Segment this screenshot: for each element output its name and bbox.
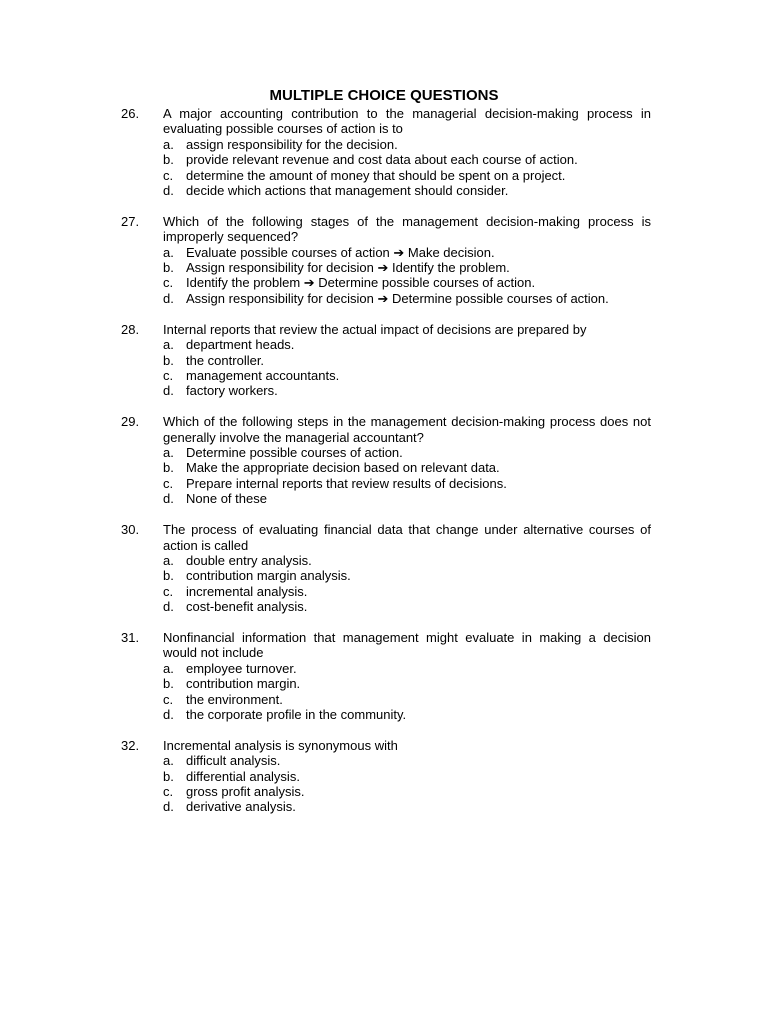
answer-option-c xyxy=(0,368,768,383)
answer-option-b xyxy=(0,460,768,475)
option-text: assign responsibility for the decision. xyxy=(186,136,398,152)
option-letter: b. xyxy=(163,768,174,784)
option-letter: a. xyxy=(163,552,174,568)
option-text: the controller. xyxy=(186,352,265,368)
answer-option-a xyxy=(0,245,768,260)
option-text: difficult analysis. xyxy=(186,753,281,769)
answer-option-a xyxy=(0,137,768,152)
page-title: MULTIPLE CHOICE QUESTIONS xyxy=(269,87,499,104)
answer-option-c xyxy=(0,692,768,707)
option-letter: b. xyxy=(163,352,174,368)
option-text: department heads. xyxy=(186,337,295,353)
answer-option-d xyxy=(0,491,768,506)
option-letter: d. xyxy=(163,491,174,507)
question-32 xyxy=(0,738,768,815)
question-stem: The process of evaluating financial data that change under alternative courses of action is called xyxy=(163,522,651,553)
option-letter: c. xyxy=(163,275,174,291)
option-text: Identify the problem ➔ Determine possible courses of action. xyxy=(186,275,536,291)
option-letter: b. xyxy=(163,260,174,276)
option-text: Assign responsibility for decision ➔ Identify the problem. xyxy=(186,260,510,276)
answer-option-c xyxy=(0,476,768,491)
option-text: incremental analysis. xyxy=(186,583,308,599)
answer-option-b xyxy=(0,769,768,784)
option-letter: a. xyxy=(163,753,174,769)
option-letter: b. xyxy=(163,568,174,584)
answer-option-c xyxy=(0,784,768,799)
question-list xyxy=(0,106,768,830)
answer-option-a xyxy=(0,445,768,460)
question-26 xyxy=(0,106,768,198)
option-text: management accountants. xyxy=(186,367,340,383)
option-text: differential analysis. xyxy=(186,768,300,784)
option-text: the environment. xyxy=(186,691,283,707)
option-letter: c. xyxy=(163,691,174,707)
option-letter: a. xyxy=(163,244,174,260)
option-text: provide relevant revenue and cost data about each course of action. xyxy=(186,152,578,168)
answer-option-a xyxy=(0,337,768,352)
question-stem: Internal reports that review the actual impact of decisions are prepared by xyxy=(163,321,587,337)
option-letter: b. xyxy=(163,676,174,692)
question-stem: Which of the following stages of the management decision-making process is improperly sequenced? xyxy=(163,213,651,245)
answer-option-d xyxy=(0,799,768,814)
option-letter: a. xyxy=(163,136,174,152)
question-number: 30. xyxy=(121,522,140,538)
option-letter: c. xyxy=(163,167,174,183)
option-letter: c. xyxy=(163,475,174,491)
option-letter: d. xyxy=(163,706,174,722)
question-number: 26. xyxy=(121,106,140,121)
answer-option-d xyxy=(0,383,768,398)
option-letter: d. xyxy=(163,290,174,306)
option-text: factory workers. xyxy=(186,383,278,399)
answer-option-d xyxy=(0,291,768,306)
option-text: Determine possible courses of action. xyxy=(186,445,403,461)
question-number: 28. xyxy=(121,321,140,337)
option-letter: a. xyxy=(163,445,174,461)
option-letter: c. xyxy=(163,784,174,800)
option-letter: b. xyxy=(163,460,174,476)
answer-option-c xyxy=(0,275,768,290)
question-31 xyxy=(0,630,768,722)
option-letter: c. xyxy=(163,583,174,599)
option-letter: d. xyxy=(163,599,174,615)
answer-option-d xyxy=(0,599,768,614)
option-text: Evaluate possible courses of action ➔ Make decision. xyxy=(186,244,495,260)
answer-option-a xyxy=(0,661,768,676)
option-text: Make the appropriate decision based on relevant data. xyxy=(186,460,500,476)
option-text: Assign responsibility for decision ➔ Determine possible courses of action. xyxy=(186,290,609,306)
question-number: 31. xyxy=(121,629,140,645)
option-text: double entry analysis. xyxy=(186,552,312,568)
option-text: contribution margin. xyxy=(186,676,301,692)
option-letter: c. xyxy=(163,367,174,383)
question-30 xyxy=(0,522,768,614)
answer-option-a xyxy=(0,553,768,568)
question-stem: Nonfinancial information that management might evaluate in making a decision would not include xyxy=(163,629,651,661)
answer-option-a xyxy=(0,753,768,768)
question-number: 32. xyxy=(121,737,140,753)
question-stem: Incremental analysis is synonymous with xyxy=(163,737,398,753)
question-stem: Which of the following steps in the management decision-making process does not generally involve the managerial accountant? xyxy=(163,414,651,445)
answer-option-b xyxy=(0,152,768,167)
answer-option-c xyxy=(0,584,768,599)
question-28 xyxy=(0,322,768,399)
option-text: contribution margin analysis. xyxy=(186,568,351,584)
option-text: determine the amount of money that should be spent on a project. xyxy=(186,167,566,183)
option-letter: b. xyxy=(163,152,174,168)
option-letter: d. xyxy=(163,799,174,815)
answer-option-b xyxy=(0,353,768,368)
answer-option-d xyxy=(0,707,768,722)
option-text: cost-benefit analysis. xyxy=(186,599,308,615)
option-text: gross profit analysis. xyxy=(186,784,305,800)
option-text: decide which actions that management should consider. xyxy=(186,182,509,198)
answer-option-c xyxy=(0,168,768,183)
option-text: None of these xyxy=(186,491,267,507)
option-letter: a. xyxy=(163,337,174,353)
option-letter: d. xyxy=(163,383,174,399)
answer-option-b xyxy=(0,260,768,275)
option-letter: d. xyxy=(163,182,174,198)
answer-option-d xyxy=(0,183,768,198)
option-text: derivative analysis. xyxy=(186,799,296,815)
option-text: employee turnover. xyxy=(186,660,297,676)
answer-option-b xyxy=(0,676,768,691)
question-stem: A major accounting contribution to the managerial decision-making process in evaluating possible courses of action is to xyxy=(163,106,651,137)
option-letter: a. xyxy=(163,660,174,676)
question-number: 29. xyxy=(121,414,140,430)
question-number: 27. xyxy=(121,213,140,229)
option-text: the corporate profile in the community. xyxy=(186,706,407,722)
question-27 xyxy=(0,214,768,306)
option-text: Prepare internal reports that review results of decisions. xyxy=(186,475,507,491)
question-29 xyxy=(0,414,768,506)
answer-option-b xyxy=(0,568,768,583)
